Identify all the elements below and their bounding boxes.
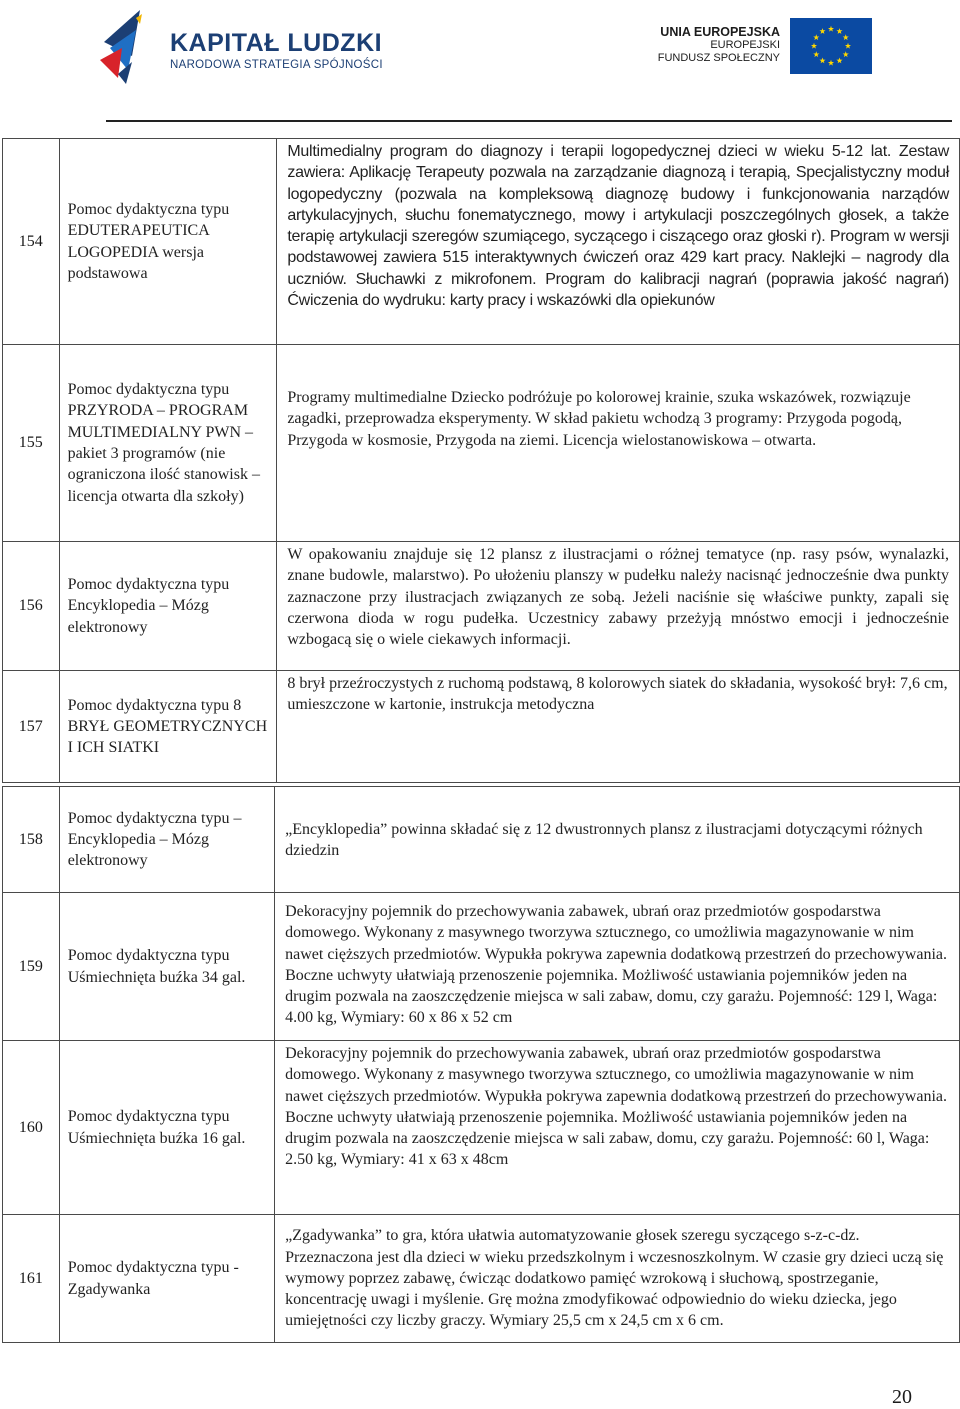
eu-fund-line2: FUNDUSZ SPOŁECZNY — [657, 52, 780, 64]
kapital-ludzki-logo — [96, 4, 174, 84]
eu-star-icon — [828, 60, 834, 66]
items-table-block-2 — [2, 786, 960, 1343]
table-row — [3, 542, 960, 671]
eu-flag-icon — [790, 18, 872, 74]
item-name: Pomoc dydaktyczna typu Uśmiechnięta buźka 16 gal. — [59, 1041, 274, 1215]
eu-star-icon — [845, 43, 851, 49]
item-name: Pomoc dydaktyczna typu - Zgadywanka — [59, 1215, 274, 1343]
item-description: 8 brył przeźroczystych z ruchomą podstawą, 8 kolorowych siatek do składania, wysokość brył: 7,6 cm, umieszczone w kartonie, instrukcja metodyczna — [277, 671, 960, 783]
item-name: Pomoc dydaktyczna typu 8 BRYŁ GEOMETRYCZNYCH I ICH SIATKI — [59, 671, 277, 783]
row-number: 160 — [3, 1041, 60, 1215]
table-row — [3, 1041, 960, 1215]
eu-star-icon — [819, 28, 825, 34]
eu-fund-line1: EUROPEJSKI — [710, 39, 780, 51]
table-row — [3, 1215, 960, 1343]
item-name: Pomoc dydaktyczna typu EDUTERAPEUTICA LOGOPEDIA wersja podstawowa — [59, 139, 277, 345]
item-name: Pomoc dydaktyczna typu – Encyklopedia – Mózg elektronowy — [59, 787, 274, 893]
eu-name: UNIA EUROPEJSKA — [660, 25, 780, 39]
row-number: 161 — [3, 1215, 60, 1343]
item-description: Dekoracyjny pojemnik do przechowywania zabawek, ubrań oraz przedmiotów gospodarstwa domowego. Wykonany z masywnego tworzywa sztucznego, co umożliwia magazynowanie w nim nawet cięższych przedmiotów. Wypukła pokrywa zapewnia dodatkową przestrzeń do przechowywania. Boczne uchwyty ułatwiają przenoszenie pojemnika. Możliwość ustawiania pojemników jeden na drugim pozwala na zaoszczędzenie miejsca w sali zabaw, domu, czy garażu. Pojemność: 60 l, Waga: 2.50 kg, Wymiary: 41 x 63 x 48cm — [275, 1041, 960, 1215]
table-row — [3, 139, 960, 345]
item-description: „Zgadywanka” to gra, która ułatwia automatyzowanie głosek szeregu syczącego s-z-c-dz. Przeznaczona jest dla dzieci w wieku przedszkolnym i wczesnoszkolnym. W czasie gry dzieci uczą się wymowy poprzez zabawę, ćwicząc dodatkowo pamięć wzrokową i słuchową, spostrzeganie, koncentrację uwagi i myślenie. Grę można zmodyfikować odpowiednio do wieku dziecka, jego umiejętności czy liczby graczy. Wymiary 25,5 cm x 24,5 cm x 6 cm. — [275, 1215, 960, 1343]
program-title: KAPITAŁ LUDZKI — [170, 29, 383, 57]
row-number: 157 — [3, 671, 60, 783]
page-header — [0, 0, 960, 120]
row-number: 154 — [3, 139, 60, 345]
eu-star-icon — [836, 28, 842, 34]
header-divider — [106, 120, 952, 122]
row-number: 155 — [3, 345, 60, 542]
eu-star-icon — [813, 34, 819, 40]
item-description: Programy multimedialne Dziecko podróżuje po kolorowej krainie, szuka wskazówek, rozwiązuje zagadki, przeprowadza eksperymenty. W skład pakietu wchodzą 3 programy: Przygoda pogodą, Przygoda w kosmosie, Przygoda na ziemi. Licencja wielostanowiskowa – otwarta. — [277, 345, 960, 542]
table-row — [3, 345, 960, 542]
eu-star-icon — [836, 58, 842, 64]
row-number: 159 — [3, 893, 60, 1041]
item-description: „Encyklopedia” powinna składać się z 12 dwustronnych plansz z ilustracjami dotyczącymi różnych dziedzin — [275, 787, 960, 893]
program-logotype — [170, 30, 383, 72]
page-number: 20 — [892, 1386, 912, 1408]
item-name: Pomoc dydaktyczna typu Encyklopedia – Mózg elektronowy — [59, 542, 277, 671]
items-table-block-1 — [2, 138, 960, 783]
eu-star-icon — [813, 51, 819, 57]
item-name: Pomoc dydaktyczna typu Uśmiechnięta buźka 34 gal. — [59, 893, 274, 1041]
eu-star-icon — [828, 26, 834, 32]
eu-star-icon — [811, 43, 817, 49]
eu-star-icon — [843, 51, 849, 57]
item-description: Multimedialny program do diagnozy i terapii logopedycznej dzieci w wieku 5-12 lat. Zestaw zawiera: Aplikację Terapeuty pozwala na zarządzanie diagnozą i terapią, Specjalistyczny moduł logopedyczny (pozwala na kompleksową diagnozę budowy i funkcjonowania narządów artykulacyjnych, słuchu fonematycznego, mowy i artykulacji poszczególnych głosek, a także terapię artykulacji szeregów szumiącego, syczącego i ciszącego oraz głoski r). Program w wersji podstawowej zawiera 515 interaktywnych ćwiczeń oraz 429 kart pracy. Naklejki – nagrody dla uczniów. Słuchawki z mikrofonem. Program do kalibracji nagrań (poprawia jakość nagrań) Ćwiczenia do wydruku: karty pracy i wskazówki dla opiekunów — [277, 139, 960, 345]
table-row — [3, 787, 960, 893]
program-subtitle: NARODOWA STRATEGIA SPÓJNOŚCI — [170, 59, 383, 71]
item-description: W opakowaniu znajduje się 12 plansz z ilustracjami o różnej tematyce (np. rasy psów, wynalazki, znane budowle, malarstwo). Po ułożeniu planszy w pudełku należy nacisnąć jednocześnie dwa punkty zaznaczone przy ilustracjach związanych ze sobą. Jeżeli naciśnie się właściwe punkty, zapali się czerwona dioda w rogu pudełka. Uczestnicy zabawy przeżyją mnóstwo emocji i jednocześnie wzbogacą się o wiele ciekawych informacji. — [277, 542, 960, 671]
table-row — [3, 893, 960, 1041]
table-row — [3, 671, 960, 783]
row-number: 158 — [3, 787, 60, 893]
item-name: Pomoc dydaktyczna typu PRZYRODA – PROGRAM MULTIMEDIALNY PWN – pakiet 3 programów (nie ograniczona ilość stanowisk – licencja otwarta dla szkoły) — [59, 345, 277, 542]
item-description: Dekoracyjny pojemnik do przechowywania zabawek, ubrań oraz przedmiotów gospodarstwa domowego. Wykonany z masywnego tworzywa sztucznego, co umożliwia magazynowanie w nim nawet cięższych przedmiotów. Wypukła pokrywa zapewnia dodatkową przestrzeń do przechowywania. Boczne uchwyty ułatwiają przenoszenie pojemnika. Możliwość ustawiania pojemników jeden na drugim pozwala na zaoszczędzenie miejsca w sali zabaw, domu, czy garażu. Pojemność: 129 l, Waga: 4.00 kg, Wymiary: 60 x 86 x 52 cm — [275, 893, 960, 1041]
eu-star-icon — [819, 58, 825, 64]
eu-star-icon — [843, 34, 849, 40]
eu-logotype — [658, 26, 780, 65]
row-number: 156 — [3, 542, 60, 671]
